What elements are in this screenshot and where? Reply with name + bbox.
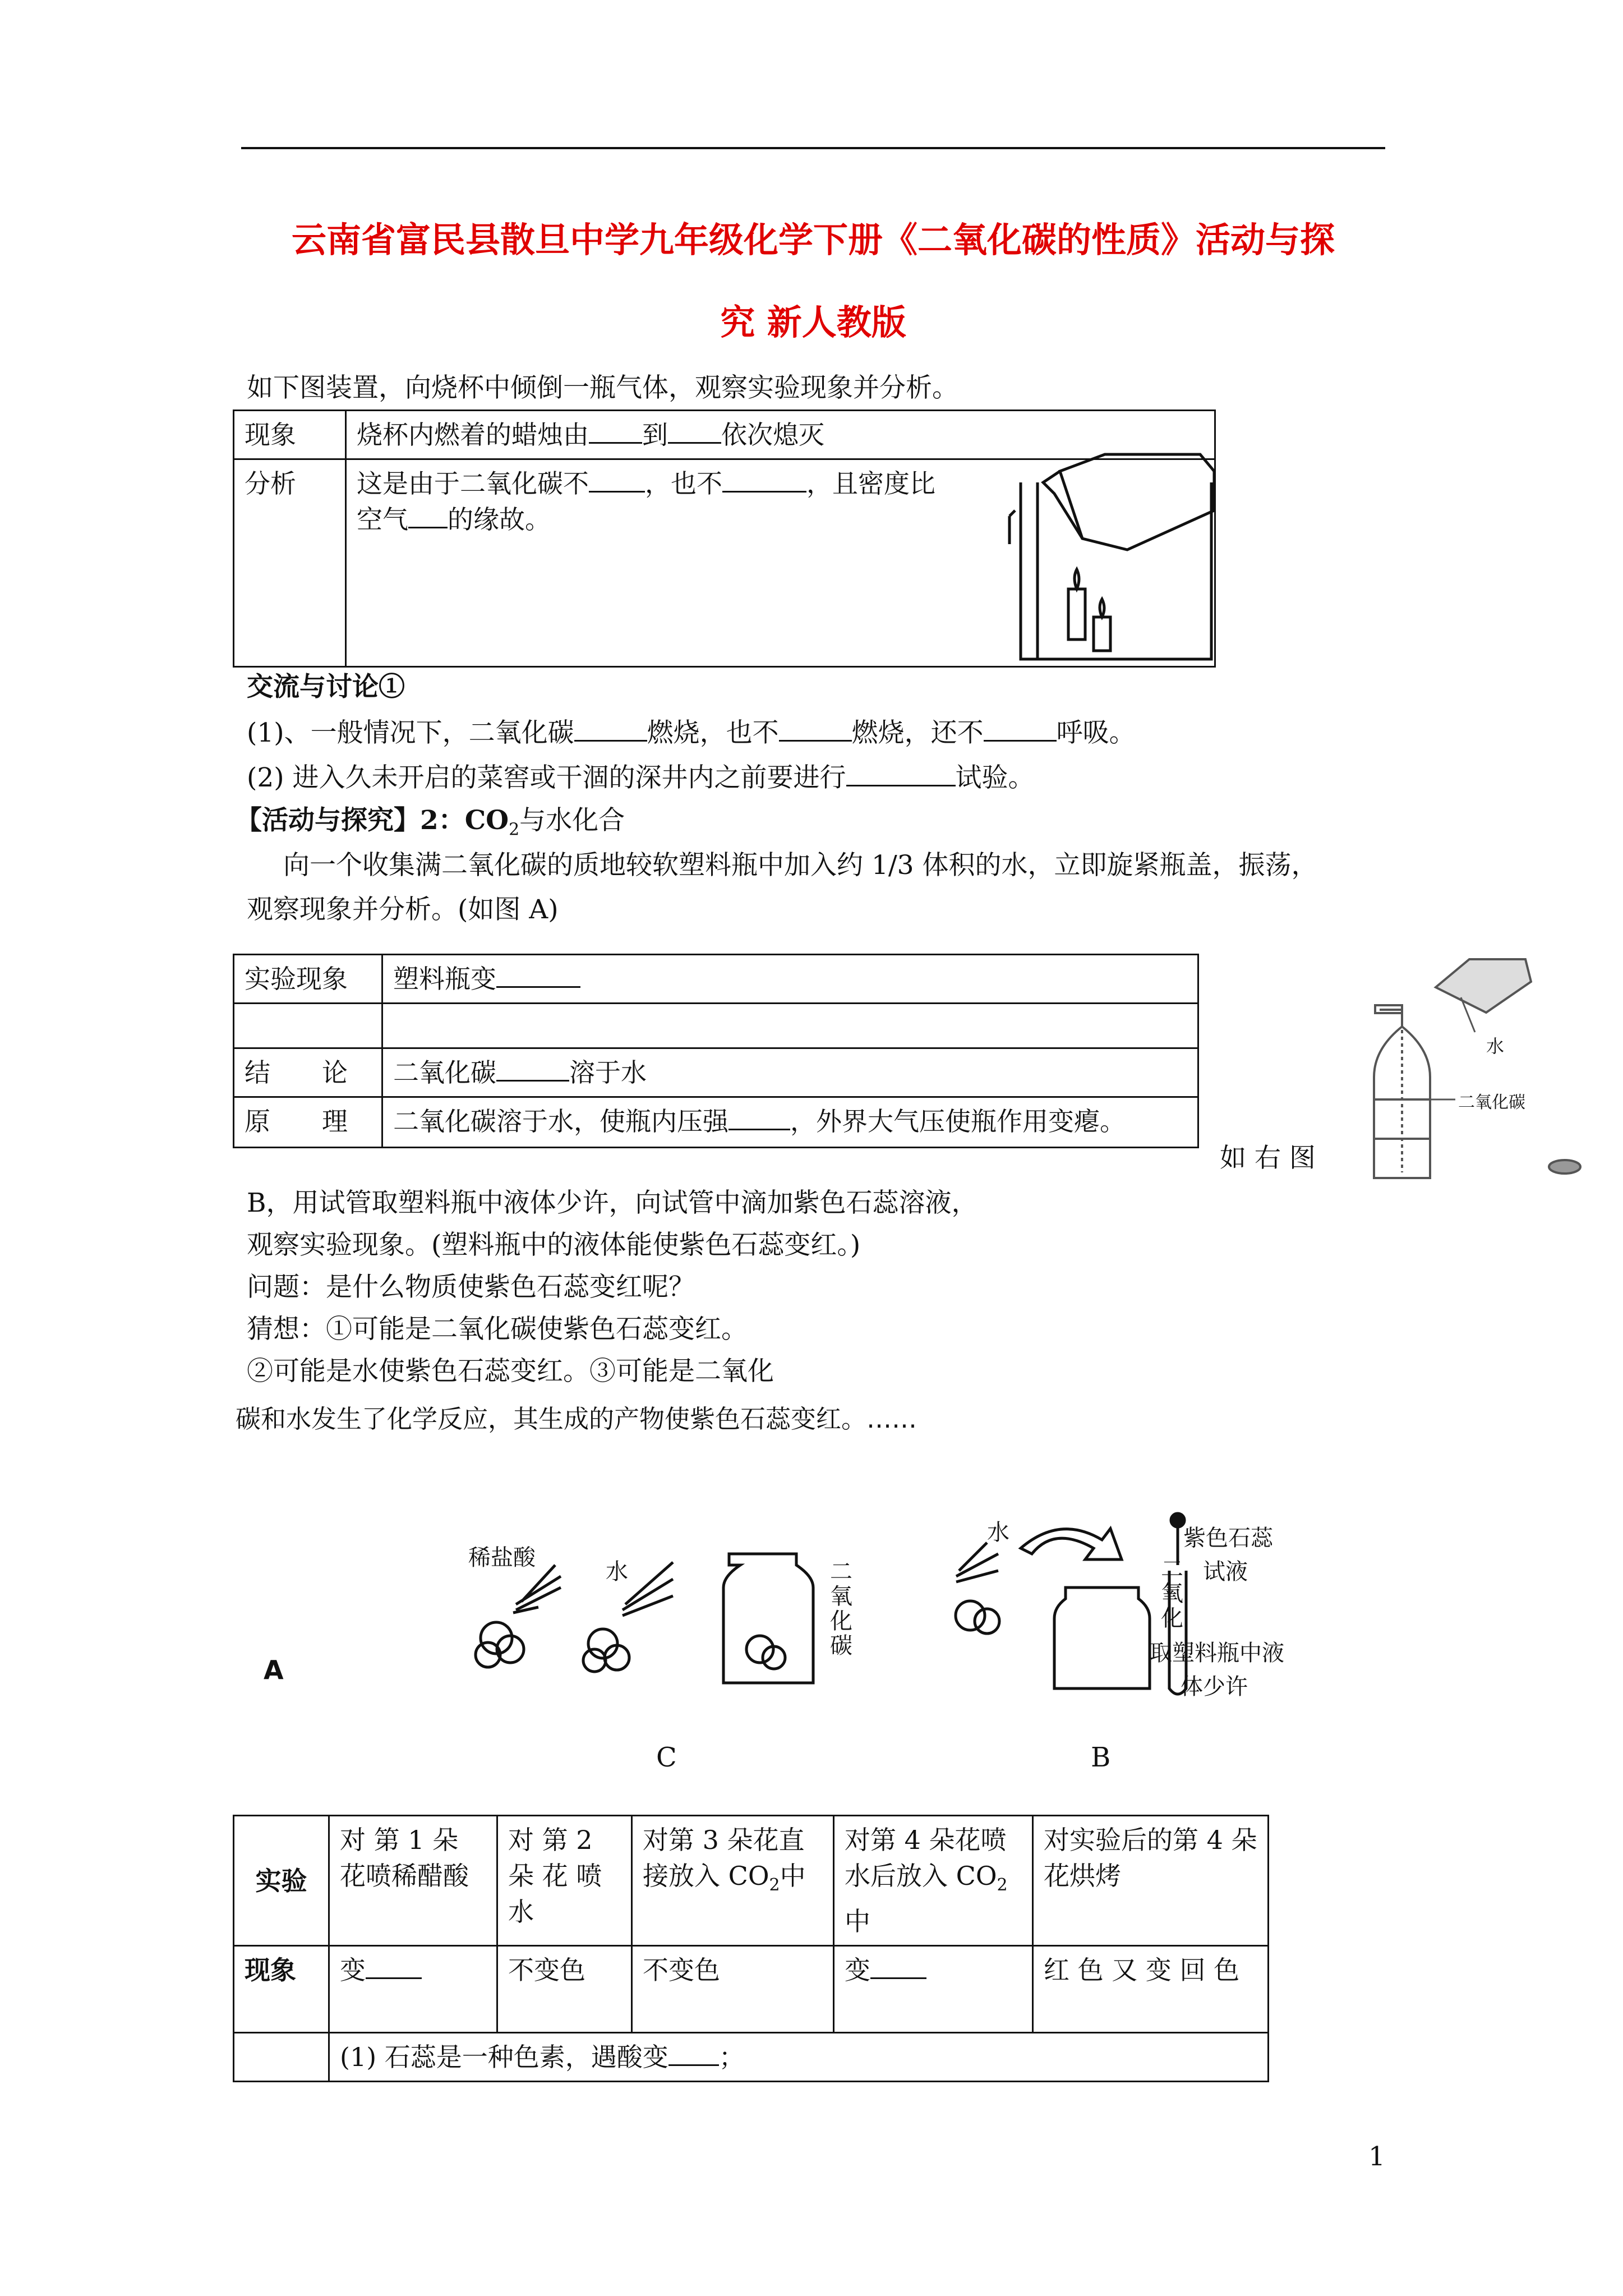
- row-principle: 二氧化碳溶于水，使瓶内压强 ，外界大气压使瓶作用变瘪。: [382, 1097, 1198, 1148]
- row-label-conclusion: 结 论: [234, 1048, 382, 1097]
- page-number: 1: [1368, 2141, 1385, 2172]
- cell-exp-3: 对第 3 朵花直接放入 $CO_2$中: [632, 1816, 834, 1946]
- activity-heading: 【活动与探究】2：$CO_2$与水化合: [236, 805, 625, 840]
- doc-title-line1: 云南省富民县散旦中学九年级化学下册《二氧化碳的性质》活动与探: [291, 219, 1335, 260]
- label-water-b: 水: [987, 1520, 1009, 1545]
- label-liquid-1: 取塑料瓶中液: [1150, 1640, 1284, 1666]
- table-flower-experiments: [233, 1815, 1269, 2082]
- row-label-principle: 原 理: [234, 1097, 382, 1148]
- cell-phen-4: 变: [834, 1946, 1033, 2033]
- cell-exp-5: 对实验后的第 4 朵花烘烤: [1033, 1816, 1269, 1946]
- empty-cell: [234, 1004, 382, 1048]
- part-b-guess2: ②可能是水使紫色石蕊变红。③可能是二氧化: [247, 1356, 774, 1387]
- part-b-guess1: 猜想：①可能是二氧化碳使紫色石蕊变红。: [247, 1314, 748, 1345]
- doc-title-line2: 究 新人教版: [720, 302, 906, 343]
- discussion-q1: (1)、一般情况下，二氧化碳 燃烧，也不 燃烧，还不 呼吸。: [247, 715, 1136, 750]
- label-liquid-2: 体少许: [1181, 1674, 1248, 1700]
- cell-phen-1: 变: [329, 1946, 497, 2033]
- header-experiment: 实验: [234, 1816, 329, 1946]
- cell-note: (1) 石蕊是一种色素，遇酸变 ；: [329, 2033, 1269, 2082]
- bottle-caption: 如 右 图: [1220, 1143, 1316, 1174]
- cell-exp-2: 对 第 2 朵 花 喷 水: [497, 1816, 632, 1946]
- label-litmus-2: 试液: [1203, 1559, 1248, 1585]
- discussion-heading: 交流与讨论①: [247, 671, 405, 702]
- empty-cell: [234, 2033, 329, 2082]
- bottle-water-illustration: [1357, 954, 1598, 1189]
- cell-phen-2: 不变色: [497, 1946, 632, 2033]
- figure-label-a: A: [264, 1655, 284, 1685]
- intro-text: 如下图装置，向烧杯中倾倒一瓶气体，观察实验现象并分析。: [247, 372, 958, 403]
- row-analysis: 这是由于二氧化碳不 ，也不 ，且密度比 空气 的缘故。: [346, 459, 1215, 667]
- bottle-co2-label: 二氧化碳: [1458, 1093, 1525, 1112]
- part-b-line2: 观察实验现象。(塑料瓶中的液体能使紫色石蕊变红。): [247, 1230, 861, 1260]
- part-b-question: 问题：是什么物质使紫色石蕊变红呢？: [247, 1272, 695, 1303]
- discussion-q2: (2) 进入久未开启的菜窖或干涸的深井内之前要进行 试验。: [247, 760, 1035, 795]
- label-dilute-acid: 稀盐酸: [468, 1545, 536, 1571]
- label-water-c: 水: [606, 1559, 628, 1585]
- row-phenomenon: 塑料瓶变: [382, 955, 1198, 1004]
- bottle-water-label: 水: [1486, 1036, 1505, 1057]
- figure-label-c: C: [656, 1742, 677, 1773]
- header-phenomenon: 现象: [234, 1946, 329, 2033]
- cell-exp-4: 对第 4 朵花喷水后放入 $CO_2$中: [834, 1816, 1033, 1946]
- activity-para-line2: 观察现象并分析。(如图 A): [247, 894, 559, 925]
- beaker-pouring-illustration: [998, 449, 1223, 662]
- cell-exp-1: 对 第 1 朵 花喷稀醋酸: [329, 1816, 497, 1946]
- part-b-guess3: 碳和水发生了化学反应，其生成的产物使紫色石蕊变红。……: [236, 1404, 917, 1434]
- row-phenomenon: 烧杯内燃着的蜡烛由 到 依次熄灭: [346, 411, 1215, 459]
- activity-para-line1: 向一个收集满二氧化碳的质地较软塑料瓶中加入约 1/3 体积的水，立即旋紧瓶盖，振荡，: [283, 850, 1318, 881]
- label-co2-vertical-b: 二 氧 化: [1161, 1556, 1183, 1631]
- label-co2-vertical-c: 二 氧 化 碳: [830, 1559, 852, 1659]
- table-bottle-experiment: [233, 954, 1199, 1148]
- header-rule: [241, 147, 1385, 149]
- row-label-phenomenon: 实验现象: [234, 955, 382, 1004]
- part-b-line1: B，用试管取塑料瓶中液体少许，向试管中滴加紫色石蕊溶液，: [247, 1188, 978, 1218]
- cell-phen-5: 红 色 又 变 回 色: [1033, 1946, 1269, 2033]
- cell-phen-3: 不变色: [632, 1946, 834, 2033]
- row-label-phenomenon: 现象: [234, 411, 346, 459]
- row-conclusion: 二氧化碳 溶于水: [382, 1048, 1198, 1097]
- label-litmus-1: 紫色石蕊: [1183, 1525, 1273, 1551]
- figure-label-b: B: [1091, 1742, 1111, 1773]
- row-label-analysis: 分析: [234, 459, 346, 667]
- empty-cell: [382, 1004, 1198, 1048]
